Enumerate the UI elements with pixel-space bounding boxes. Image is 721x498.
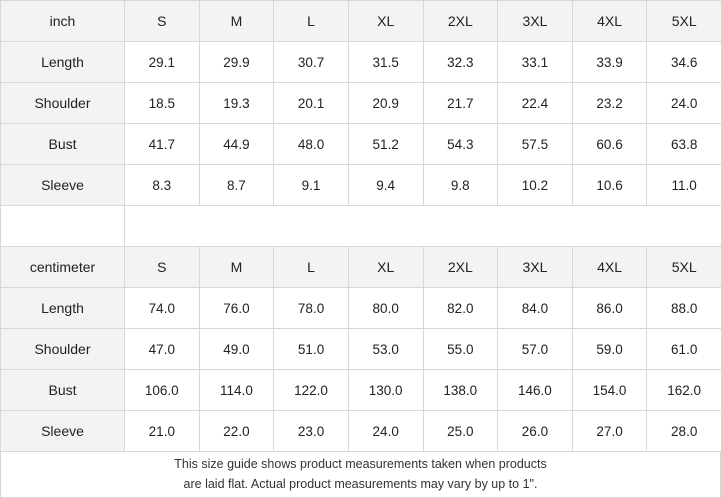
row-label: Length — [1, 42, 125, 83]
table-row — [1, 83, 721, 124]
column-header: 4XL — [572, 247, 647, 288]
spacer-cell — [1, 206, 125, 247]
table-cell: 53.0 — [348, 329, 423, 370]
table-cell: 19.3 — [199, 83, 274, 124]
table-cell: 55.0 — [423, 329, 498, 370]
table-row — [1, 124, 721, 165]
column-header: 5XL — [647, 1, 721, 42]
table-cell: 44.9 — [199, 124, 274, 165]
spacer-cell — [125, 206, 721, 247]
table-cell: 74.0 — [125, 288, 200, 329]
table-cell: 9.8 — [423, 165, 498, 206]
table-cell: 8.7 — [199, 165, 274, 206]
table-cell: 106.0 — [125, 370, 200, 411]
table-cell: 33.9 — [572, 42, 647, 83]
table-cell: 49.0 — [199, 329, 274, 370]
note-line-2: are laid flat. Actual product measurements may vary by up to 1". — [183, 476, 538, 491]
column-header: XL — [348, 247, 423, 288]
table-cell: 27.0 — [572, 411, 647, 452]
size-table-centimeter — [1, 247, 721, 452]
table-cell: 162.0 — [647, 370, 721, 411]
column-header: L — [274, 247, 349, 288]
table-cell: 57.0 — [498, 329, 573, 370]
table-cell: 11.0 — [647, 165, 721, 206]
column-header: 2XL — [423, 247, 498, 288]
table-cell: 18.5 — [125, 83, 200, 124]
table-row — [1, 370, 721, 411]
table-cell: 47.0 — [125, 329, 200, 370]
column-header: 2XL — [423, 1, 498, 42]
table-cell: 20.9 — [348, 83, 423, 124]
table-cell: 86.0 — [572, 288, 647, 329]
table-cell: 31.5 — [348, 42, 423, 83]
table-cell: 25.0 — [423, 411, 498, 452]
table-cell: 54.3 — [423, 124, 498, 165]
column-header: 4XL — [572, 1, 647, 42]
table-cell: 51.0 — [274, 329, 349, 370]
table-cell: 20.1 — [274, 83, 349, 124]
table-cell: 61.0 — [647, 329, 721, 370]
column-header: S — [125, 247, 200, 288]
table-cell: 154.0 — [572, 370, 647, 411]
table-cell: 80.0 — [348, 288, 423, 329]
row-label: Shoulder — [1, 329, 125, 370]
table-cell: 122.0 — [274, 370, 349, 411]
table-cell: 84.0 — [498, 288, 573, 329]
table-cell: 34.6 — [647, 42, 721, 83]
table-cell: 8.3 — [125, 165, 200, 206]
table-spacer-row — [1, 206, 721, 247]
table-cell: 57.5 — [498, 124, 573, 165]
table-row — [1, 42, 721, 83]
unit-label-inch: inch — [1, 1, 125, 42]
row-label: Bust — [1, 124, 125, 165]
table-cell: 32.3 — [423, 42, 498, 83]
table-row — [1, 411, 721, 452]
row-label: Length — [1, 288, 125, 329]
table-row — [1, 288, 721, 329]
table-cell: 24.0 — [647, 83, 721, 124]
table-cell: 82.0 — [423, 288, 498, 329]
table-cell: 60.6 — [572, 124, 647, 165]
table-row — [1, 165, 721, 206]
unit-label-centimeter: centimeter — [1, 247, 125, 288]
table-cell: 63.8 — [647, 124, 721, 165]
table-cell: 51.2 — [348, 124, 423, 165]
table-cell: 29.9 — [199, 42, 274, 83]
table-cell: 21.7 — [423, 83, 498, 124]
row-label: Sleeve — [1, 411, 125, 452]
table-cell: 21.0 — [125, 411, 200, 452]
column-header: XL — [348, 1, 423, 42]
table-row — [1, 329, 721, 370]
column-header: L — [274, 1, 349, 42]
table-cell: 23.2 — [572, 83, 647, 124]
column-header: 5XL — [647, 247, 721, 288]
table-cell: 114.0 — [199, 370, 274, 411]
table-cell: 130.0 — [348, 370, 423, 411]
table-cell: 59.0 — [572, 329, 647, 370]
row-label: Sleeve — [1, 165, 125, 206]
size-table-inch — [1, 1, 721, 247]
column-header: 3XL — [498, 1, 573, 42]
column-header: M — [199, 1, 274, 42]
column-header: M — [199, 247, 274, 288]
table-cell: 41.7 — [125, 124, 200, 165]
table-cell: 23.0 — [274, 411, 349, 452]
table-cell: 9.4 — [348, 165, 423, 206]
row-label: Shoulder — [1, 83, 125, 124]
table-cell: 76.0 — [199, 288, 274, 329]
table-cell: 24.0 — [348, 411, 423, 452]
table-cell: 29.1 — [125, 42, 200, 83]
table-cell: 146.0 — [498, 370, 573, 411]
table-cell: 30.7 — [274, 42, 349, 83]
table-cell: 22.0 — [199, 411, 274, 452]
table-cell: 33.1 — [498, 42, 573, 83]
column-header: S — [125, 1, 200, 42]
size-guide-note — [1, 452, 721, 498]
column-header: 3XL — [498, 247, 573, 288]
table-cell: 9.1 — [274, 165, 349, 206]
table-header-row — [1, 1, 721, 42]
table-cell: 10.6 — [572, 165, 647, 206]
table-cell: 10.2 — [498, 165, 573, 206]
table-cell: 88.0 — [647, 288, 721, 329]
row-label: Bust — [1, 370, 125, 411]
table-cell: 138.0 — [423, 370, 498, 411]
table-cell: 22.4 — [498, 83, 573, 124]
note-line-1: This size guide shows product measurements taken when products — [174, 457, 547, 472]
table-cell: 28.0 — [647, 411, 721, 452]
table-header-row — [1, 247, 721, 288]
table-cell: 48.0 — [274, 124, 349, 165]
table-cell: 26.0 — [498, 411, 573, 452]
table-cell: 78.0 — [274, 288, 349, 329]
